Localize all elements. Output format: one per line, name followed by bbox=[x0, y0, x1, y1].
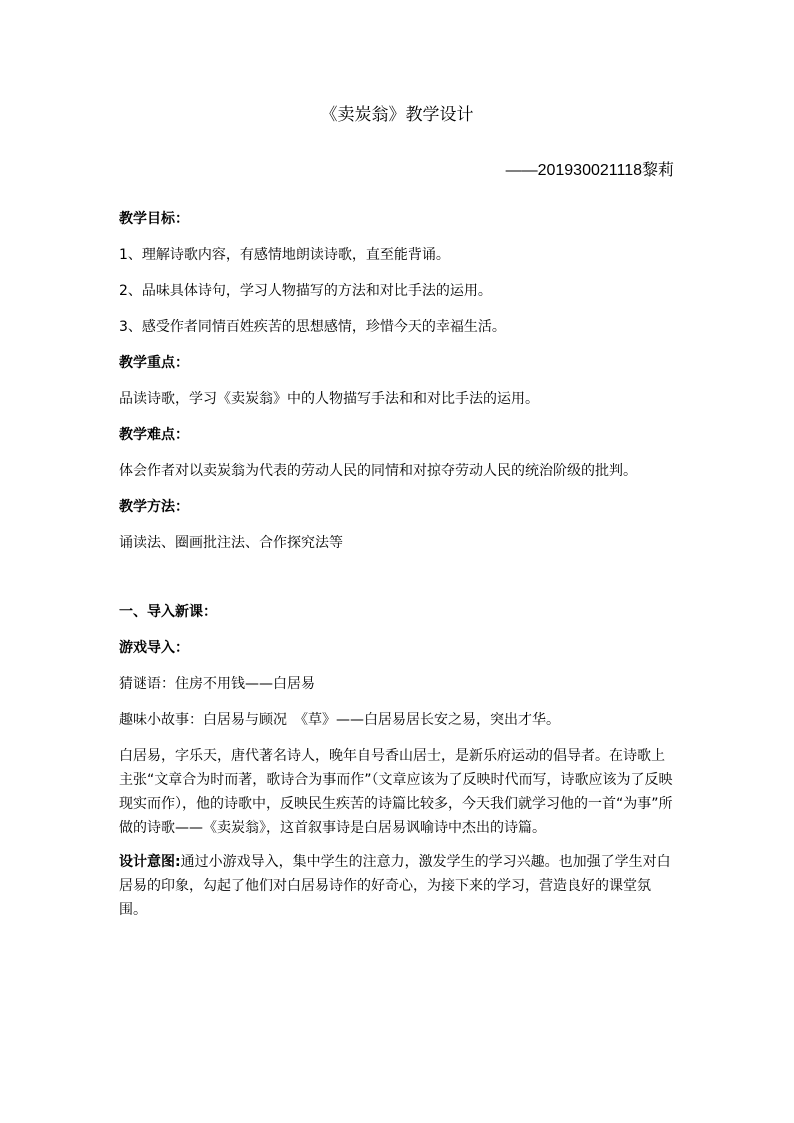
story-text: 趣味小故事：白居易与顾况 《草》——白居易居长安之易，突出才华。 bbox=[119, 712, 560, 728]
section-heading-intro: 一、导入新课： bbox=[119, 604, 217, 620]
design-intent-paragraph bbox=[119, 850, 675, 922]
design-intent-label: 设计意图: bbox=[119, 854, 181, 870]
focus-text: 品读诗歌，学习《卖炭翁》中的人物描写手法和和对比手法的运用。 bbox=[119, 391, 539, 407]
goal-item: 3、感受作者同情百姓疾苦的思想感情，珍惜今天的幸福生活。 bbox=[119, 319, 506, 335]
design-intent-text: 通过小游戏导入，集中学生的注意力，激发学生的学习兴趣。也加强了学生对白居易的印象，勾起了他们对白居易诗作的好奇心，为接下来的学习，营造良好的课堂氛围。 bbox=[119, 854, 671, 918]
goal-item: 1、理解诗歌内容，有感情地朗读诗歌，直至能背诵。 bbox=[119, 247, 450, 263]
difficulty-heading: 教学难点： bbox=[119, 427, 189, 443]
riddle-text: 猜谜语：住房不用钱——白居易 bbox=[119, 676, 315, 692]
intro-paragraph: 白居易，字乐天，唐代著名诗人，晚年自号香山居士，是新乐府运动的倡导者。在诗歌上主张“文章合为时而著，歌诗合为事而作”（文章应该为了反映时代而写，诗歌应该为了反映现实而作），他的诗歌中，反映民生疾苦的诗篇比较多，今天我们就学习他的一首“为事”所做的诗歌——《卖炭翁》，这首叙事诗是白居易讽喻诗中杰出的诗篇。 bbox=[119, 748, 673, 836]
goal-item: 2、品味具体诗句，学习人物描写的方法和对比手法的运用。 bbox=[119, 283, 492, 299]
blank-line bbox=[119, 567, 675, 600]
goals-heading: 教学目标： bbox=[119, 211, 189, 227]
methods-text: 诵读法、圈画批注法、合作探究法等 bbox=[119, 535, 343, 551]
game-intro-heading: 游戏导入： bbox=[119, 640, 189, 656]
focus-heading: 教学重点： bbox=[119, 355, 189, 371]
difficulty-text: 体会作者对以卖炭翁为代表的劳动人民的同情和对掠夺劳动人民的统治阶级的批判。 bbox=[119, 463, 637, 479]
document-body bbox=[119, 207, 675, 934]
author-line: ——201930021118黎莉 bbox=[505, 162, 674, 179]
methods-heading: 教学方法： bbox=[119, 499, 189, 515]
document-title: 《卖炭翁》教学设计 bbox=[320, 105, 474, 125]
